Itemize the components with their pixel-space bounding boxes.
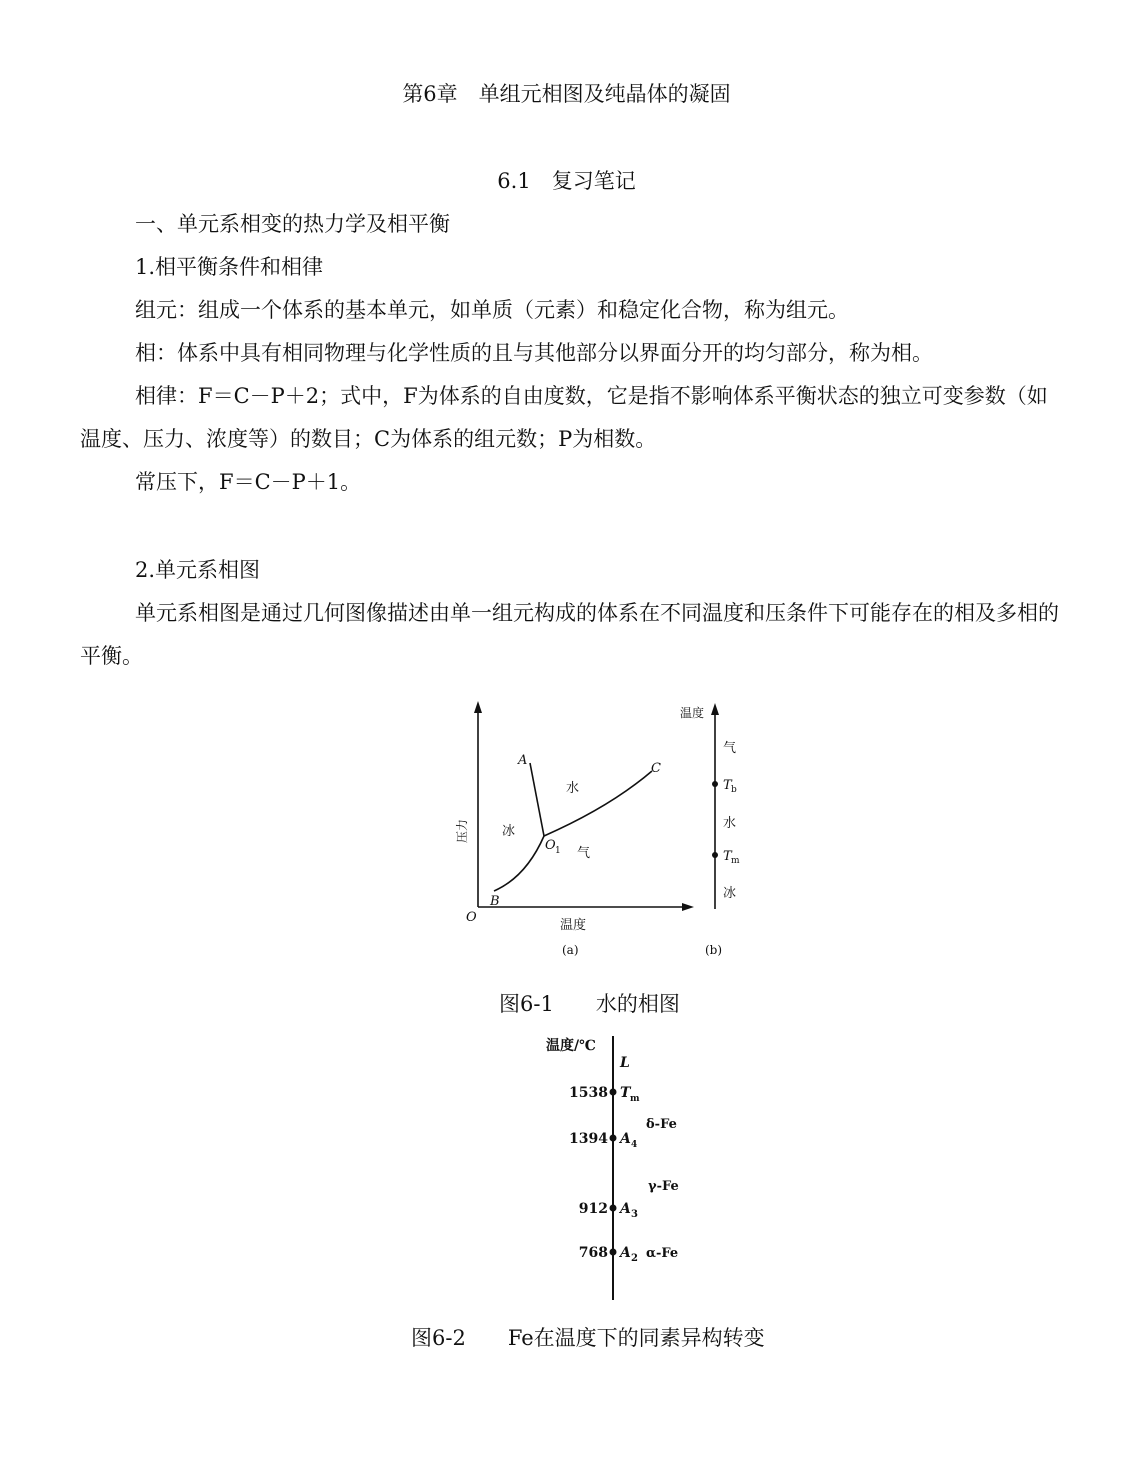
subheading-unary-diagram: 2.单元系相图 <box>135 558 261 582</box>
sublimation-curve <box>494 836 544 891</box>
b-tb-subscript: b <box>731 785 737 795</box>
b-ice-label: 冰 <box>723 886 737 901</box>
triple-point-label: O <box>545 838 556 853</box>
point-c-label: C <box>651 761 661 776</box>
b-tm-subscript: m <box>731 856 740 866</box>
paragraph-phase: 相：体系中具有相同物理与化学性质的且与其他部分以界面分开的均匀部分，称为相。 <box>135 341 933 365</box>
paragraph-constant-pressure: 常压下，F＝C－P＋1。 <box>135 470 362 494</box>
iron-axis-label: 温度/℃ <box>546 1038 596 1054</box>
figure-2-caption: 图6-2 Fe在温度下的同素异构转变 <box>411 1326 765 1350</box>
b-tb-label: T <box>723 778 732 793</box>
x-axis-arrow <box>682 903 694 911</box>
chapter-title: 第6章 单组元相图及纯晶体的凝固 <box>402 82 731 106</box>
paragraph-unary-diagram: 单元系相图是通过几何图像描述由单一组元构成的体系在不同温度和压条件下可能存在的相及多相的平衡。 <box>80 601 1059 668</box>
region-ice: 冰 <box>502 824 516 839</box>
y-axis-arrow <box>474 701 482 713</box>
temperature-label-a: 温度 <box>560 918 587 933</box>
sublabel-b: (b) <box>705 943 723 957</box>
liquid-label: L <box>620 1055 630 1071</box>
delta-fe-label: δ-Fe <box>646 1117 677 1132</box>
tm-1538-point <box>610 1089 617 1096</box>
mark-tm: T <box>620 1085 631 1101</box>
a4-1394-point <box>610 1135 617 1142</box>
tb-point <box>712 781 718 787</box>
point-b-label: B <box>490 894 500 909</box>
temp-1538: 1538 <box>569 1085 608 1101</box>
figure-water-phase-diagram <box>430 695 760 965</box>
figure-1-caption: 图6-1 水的相图 <box>499 992 680 1016</box>
region-vapor: 气 <box>577 846 591 861</box>
section-title: 6.1 复习笔记 <box>497 169 636 193</box>
mark-tm-sub: m <box>630 1094 640 1104</box>
mark-a3-sub: 3 <box>631 1209 638 1220</box>
temp-912: 912 <box>578 1201 608 1217</box>
pressure-label: 压力 <box>455 818 469 843</box>
b-gas-label: 气 <box>723 741 737 756</box>
origin-label: O <box>466 910 477 925</box>
alpha-fe-label: α-Fe <box>646 1246 679 1261</box>
subheading-phase-equilibrium: 1.相平衡条件和相律 <box>135 255 324 279</box>
mark-a2: A <box>620 1245 631 1261</box>
mark-a2-sub: 2 <box>631 1253 638 1264</box>
mark-a4: A <box>620 1131 631 1147</box>
vaporization-curve <box>544 771 652 836</box>
point-a-label: A <box>518 753 528 768</box>
mark-a3: A <box>620 1201 631 1217</box>
figure-iron-allotropy <box>540 1030 700 1302</box>
temp-1394: 1394 <box>569 1131 608 1147</box>
heading-thermodynamics: 一、单元系相变的热力学及相平衡 <box>135 212 450 236</box>
a2-768-point <box>610 1249 617 1256</box>
melting-curve <box>530 763 544 836</box>
b-water-label: 水 <box>723 816 737 831</box>
sublabel-a: (a) <box>562 943 579 957</box>
region-water: 水 <box>566 781 580 796</box>
a3-912-point <box>610 1205 617 1212</box>
temp-768: 768 <box>578 1245 608 1261</box>
mark-a4-sub: 4 <box>631 1140 638 1150</box>
temperature-label-b: 温度 <box>680 706 705 720</box>
tm-point <box>712 852 718 858</box>
gamma-fe-label: γ-Fe <box>648 1179 679 1194</box>
temperature-bar-arrow <box>711 703 719 715</box>
b-tm-label: T <box>723 849 732 864</box>
paragraph-phase-rule: 相律：F＝C－P＋2；式中，F为体系的自由度数，它是指不影响体系平衡状态的独立可变参数（如温度、压力、浓度等）的数目；C为体系的组元数；P为相数。 <box>80 384 1048 451</box>
triple-point-subscript: 1 <box>555 846 561 856</box>
paragraph-component: 组元：组成一个体系的基本单元，如单质（元素）和稳定化合物，称为组元。 <box>135 298 849 322</box>
